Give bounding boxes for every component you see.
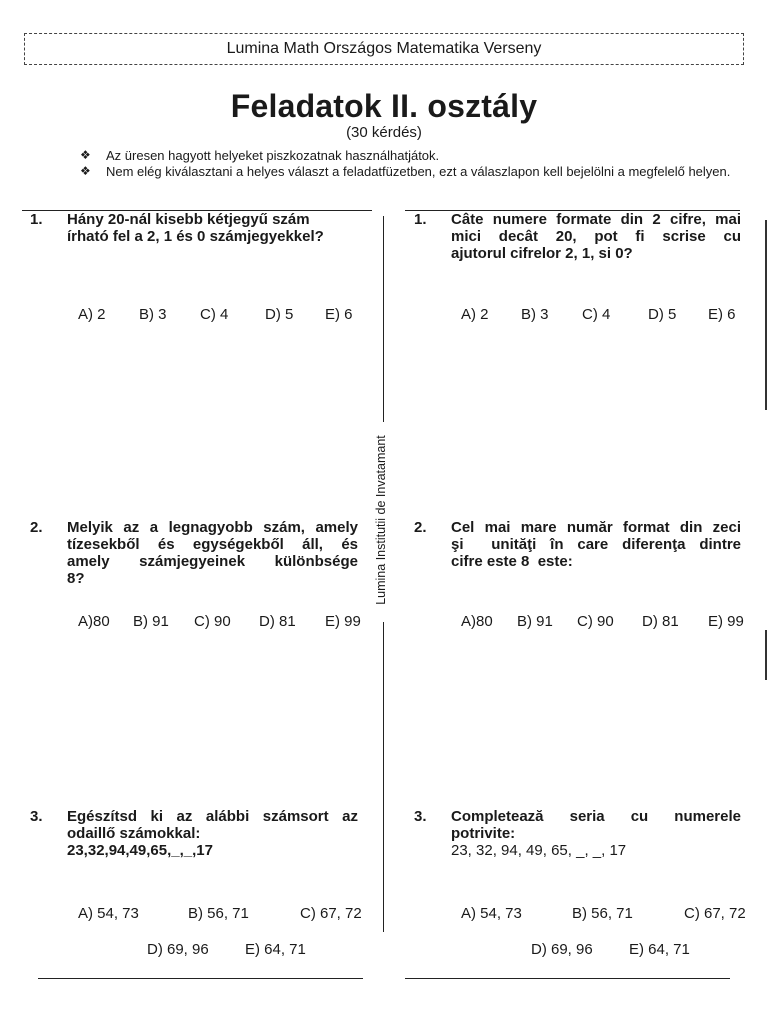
answer-option: D) 69, 96 [147, 941, 209, 958]
question-line: şi unităţi în care diferenţa dintre [451, 536, 741, 553]
diamond-bullet-icon: ❖ [80, 163, 91, 178]
center-divider-bottom [383, 622, 384, 932]
answer-option: C) 67, 72 [684, 905, 746, 922]
question-line: cifre este 8 este: [451, 553, 573, 570]
question-text [451, 211, 741, 262]
question-line: odaillő számokkal: [67, 825, 201, 842]
question-line: ajutorul cifrelor 2, 1, si 0? [451, 245, 633, 262]
answer-option: A) 54, 73 [461, 905, 522, 922]
question-number: 3. [414, 808, 427, 825]
answer-option: E) 99 [708, 613, 744, 630]
answer-option: E) 64, 71 [629, 941, 690, 958]
question-line: Hány 20-nál kisebb kétjegyű szám [67, 211, 310, 228]
question-line: Cel mai mare număr format din zeci [451, 519, 741, 536]
answer-option: A) 2 [461, 306, 489, 323]
instruction-text: Az üresen hagyott helyeket piszkozatnak használhatjátok. [106, 148, 440, 163]
instruction-text: Nem elég kiválasztani a helyes választ a feladatfüzetben, ezt a válaszlapon kell bejelölni a megfelelő helyen. [106, 163, 731, 179]
answer-option: B) 56, 71 [572, 905, 633, 922]
answer-option: A) 54, 73 [78, 905, 139, 922]
instructions-list [80, 148, 745, 179]
answer-option: D) 81 [259, 613, 296, 630]
answer-option: E) 6 [325, 306, 353, 323]
answer-option: C) 90 [577, 613, 614, 630]
question-number: 2. [414, 519, 427, 536]
question-number: 2. [30, 519, 43, 536]
page-title: Feladatok II. osztály [230, 88, 538, 124]
right-bottom-divider [405, 978, 730, 979]
answer-option: D) 81 [642, 613, 679, 630]
left-bottom-divider [38, 978, 363, 979]
answer-option: D) 5 [648, 306, 677, 323]
question-line: Completează seria cu numerele [451, 808, 741, 825]
answer-option: C) 67, 72 [300, 905, 362, 922]
answer-option: A)80 [78, 613, 110, 630]
page-subtitle: (30 kérdés) [346, 124, 422, 141]
answer-option: D) 69, 96 [531, 941, 593, 958]
answer-option: B) 91 [517, 613, 553, 630]
question-line: amely számjegyeinek különbsége [67, 553, 358, 570]
answer-option: C) 4 [200, 306, 229, 323]
answer-option: B) 3 [139, 306, 167, 323]
instruction-item [80, 148, 745, 164]
answer-option: B) 91 [133, 613, 169, 630]
question-number: 3. [30, 808, 43, 825]
question-text [67, 519, 358, 587]
question-number: 1. [30, 211, 43, 228]
center-divider-top [383, 216, 384, 422]
question-line: potrivite: [451, 825, 516, 842]
answer-option: C) 4 [582, 306, 611, 323]
answer-option: E) 64, 71 [245, 941, 306, 958]
question-line: 8? [67, 570, 85, 587]
answer-option: B) 56, 71 [188, 905, 249, 922]
question-text [67, 808, 358, 859]
answer-option: D) 5 [265, 306, 294, 323]
competition-header [24, 33, 744, 65]
side-label: Lumina Institutii de Invatamant [374, 435, 388, 605]
question-line: mici decât 20, pot fi scrise cu [451, 228, 741, 245]
answer-option: B) 3 [521, 306, 549, 323]
answer-option: E) 6 [708, 306, 736, 323]
answer-option: A)80 [461, 613, 493, 630]
diamond-bullet-icon: ❖ [80, 148, 91, 162]
question-line: 23,32,94,49,65,_,_,17 [67, 842, 213, 859]
answer-option: C) 90 [194, 613, 231, 630]
question-line: Egészítsd ki az alábbi számsort az [67, 808, 358, 825]
question-text [451, 808, 741, 859]
question-line: írható fel a 2, 1 és 0 számjegyekkel? [67, 228, 324, 245]
question-line: Câte numere formate din 2 cifre, mai [451, 211, 741, 228]
question-text [451, 519, 741, 570]
question-line: tízesekből és egységekből áll, és [67, 536, 358, 553]
question-line: 23, 32, 94, 49, 65, _, _, 17 [451, 842, 627, 859]
question-text [67, 211, 360, 245]
page-edge-mark [765, 630, 767, 680]
question-line: Melyik az a legnagyobb szám, amely [67, 519, 358, 536]
answer-option: A) 2 [78, 306, 106, 323]
instruction-item [80, 164, 745, 180]
answer-option: E) 99 [325, 613, 361, 630]
competition-name: Lumina Math Országos Matematika Verseny [226, 40, 542, 57]
page-edge-mark [765, 220, 767, 410]
question-number: 1. [414, 211, 427, 228]
